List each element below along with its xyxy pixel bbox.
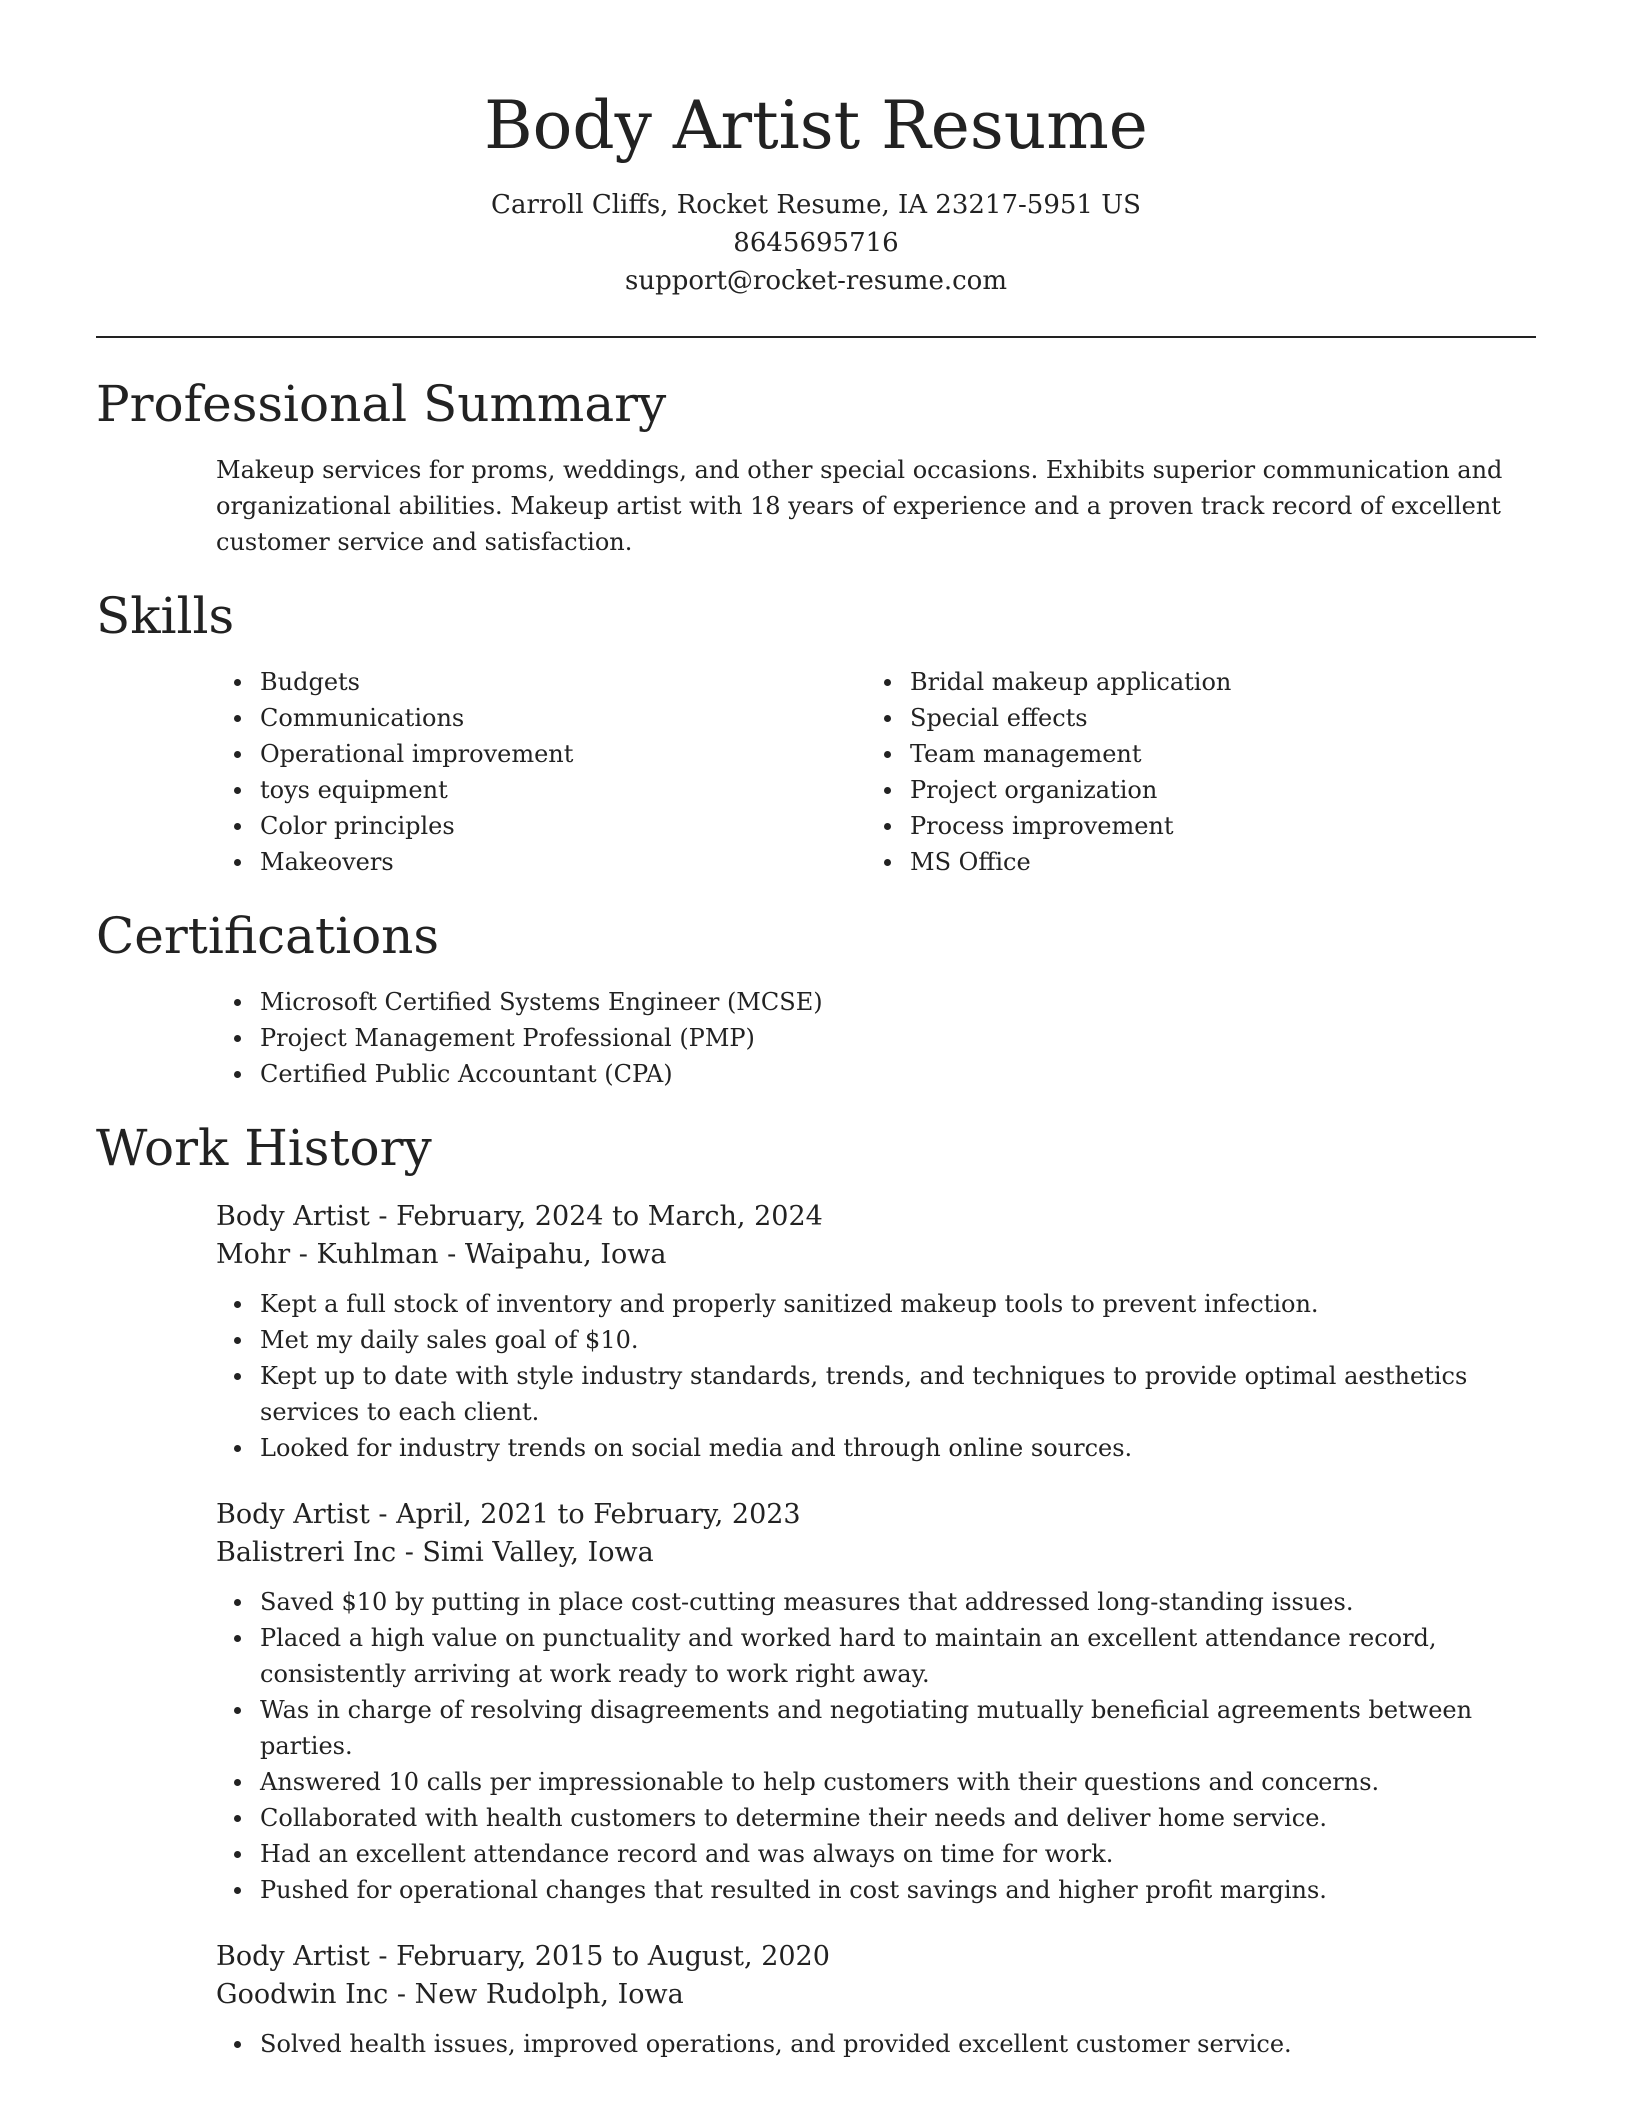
job-bullets [216, 1584, 1536, 1908]
job-dates: April, 2021 to February, 2023 [396, 1499, 801, 1530]
job-bullet: Placed a high value on punctuality and worked hard to maintain an excellent attendance record, consistently arriving at work ready to work right away. [216, 1620, 1536, 1692]
job-bullet: Saved $10 by putting in place cost-cutting measures that addressed long-standing issues. [216, 1584, 1536, 1620]
job-bullets [216, 1286, 1536, 1466]
skill-item: Team management [866, 736, 1516, 772]
job-bullet: Met my daily sales goal of $10. [216, 1322, 1536, 1358]
job-title-line [216, 1198, 1536, 1236]
job-bullet: Kept a full stock of inventory and properly sanitized makeup tools to prevent infection. [216, 1286, 1536, 1322]
separator [370, 1499, 396, 1530]
resume-title: Body Artist Resume [484, 87, 1148, 164]
certification-item: Project Management Professional (PMP) [216, 1020, 1536, 1056]
separator [370, 1201, 396, 1232]
job-title: Body Artist [216, 1201, 370, 1232]
skill-item: Color principles [216, 808, 866, 844]
skills-column-right [866, 664, 1516, 880]
skills-list [216, 664, 1536, 880]
job-bullet: Kept up to date with style industry standards, trends, and techniques to provide optimal aesthetics services to each client. [216, 1358, 1536, 1430]
certification-item: Microsoft Certified Systems Engineer (MCSE) [216, 984, 1536, 1020]
job-bullet: Had an excellent attendance record and was always on time for work. [216, 1836, 1536, 1872]
skill-item: Makeovers [216, 844, 866, 880]
skill-item: Budgets [216, 664, 866, 700]
job-company-line [216, 1976, 1536, 2014]
work-history-heading: Work History [96, 1119, 432, 1177]
certifications-list [216, 984, 1536, 1092]
job-entry [216, 1938, 1536, 2062]
job-location: New Rudolph, Iowa [414, 1979, 684, 2010]
skill-item: Process improvement [866, 808, 1516, 844]
job-company: Goodwin Inc [216, 1979, 389, 2010]
skill-item: Bridal makeup application [866, 664, 1516, 700]
job-bullet: Was in charge of resolving disagreements and negotiating mutually beneficial agreements between parties. [216, 1692, 1536, 1764]
job-bullet: Collaborated with health customers to determine their needs and deliver home service. [216, 1800, 1536, 1836]
skills-column-left [216, 664, 866, 880]
skill-item: MS Office [866, 844, 1516, 880]
contact-block [96, 186, 1536, 300]
resume-page [96, 0, 1536, 2062]
job-title: Body Artist [216, 1499, 370, 1530]
separator [388, 1979, 414, 2010]
job-dates: February, 2015 to August, 2020 [396, 1941, 830, 1972]
certifications-heading: Certifications [96, 907, 440, 965]
job-bullet: Pushed for operational changes that resulted in cost savings and higher profit margins. [216, 1872, 1536, 1908]
phone[interactable]: 8645695716 [733, 228, 899, 258]
job-title: Body Artist [216, 1941, 370, 1972]
job-company-line [216, 1534, 1536, 1572]
summary-heading: Professional Summary [96, 375, 667, 433]
skill-item: Project organization [866, 772, 1516, 808]
header-divider [96, 336, 1536, 338]
job-company: Mohr - Kuhlman [216, 1239, 439, 1270]
job-company-line [216, 1236, 1536, 1274]
address: Carroll Cliffs, Rocket Resume, IA 23217-5951 US [491, 190, 1141, 220]
separator [370, 1941, 396, 1972]
skill-item: Communications [216, 700, 866, 736]
job-bullet: Looked for industry trends on social media and through online sources. [216, 1430, 1536, 1466]
separator [439, 1239, 465, 1270]
skills-heading: Skills [96, 587, 235, 645]
skill-item: Operational improvement [216, 736, 866, 772]
summary-text: Makeup services for proms, weddings, and other special occasions. Exhibits superior communication and organizational abilities. Makeup artist with 18 years of experience and a proven track record of excellent customer service and satisfaction. [216, 456, 1503, 556]
skill-item: toys equipment [216, 772, 866, 808]
job-title-line [216, 1938, 1536, 1976]
certification-item: Certified Public Accountant (CPA) [216, 1056, 1536, 1092]
skill-item: Special effects [866, 700, 1516, 736]
job-bullet: Answered 10 calls per impressionable to help customers with their questions and concerns. [216, 1764, 1536, 1800]
email[interactable]: support@rocket-resume.com [624, 266, 1007, 296]
job-title-line [216, 1496, 1536, 1534]
separator [396, 1537, 422, 1568]
job-entry [216, 1198, 1536, 1466]
job-location: Waipahu, Iowa [464, 1239, 667, 1270]
job-bullets [216, 2026, 1536, 2062]
job-company: Balistreri Inc [216, 1537, 397, 1568]
job-bullet: Solved health issues, improved operations, and provided excellent customer service. [216, 2026, 1536, 2062]
job-entry [216, 1496, 1536, 1908]
job-location: Simi Valley, Iowa [422, 1537, 654, 1568]
job-dates: February, 2024 to March, 2024 [396, 1201, 823, 1232]
